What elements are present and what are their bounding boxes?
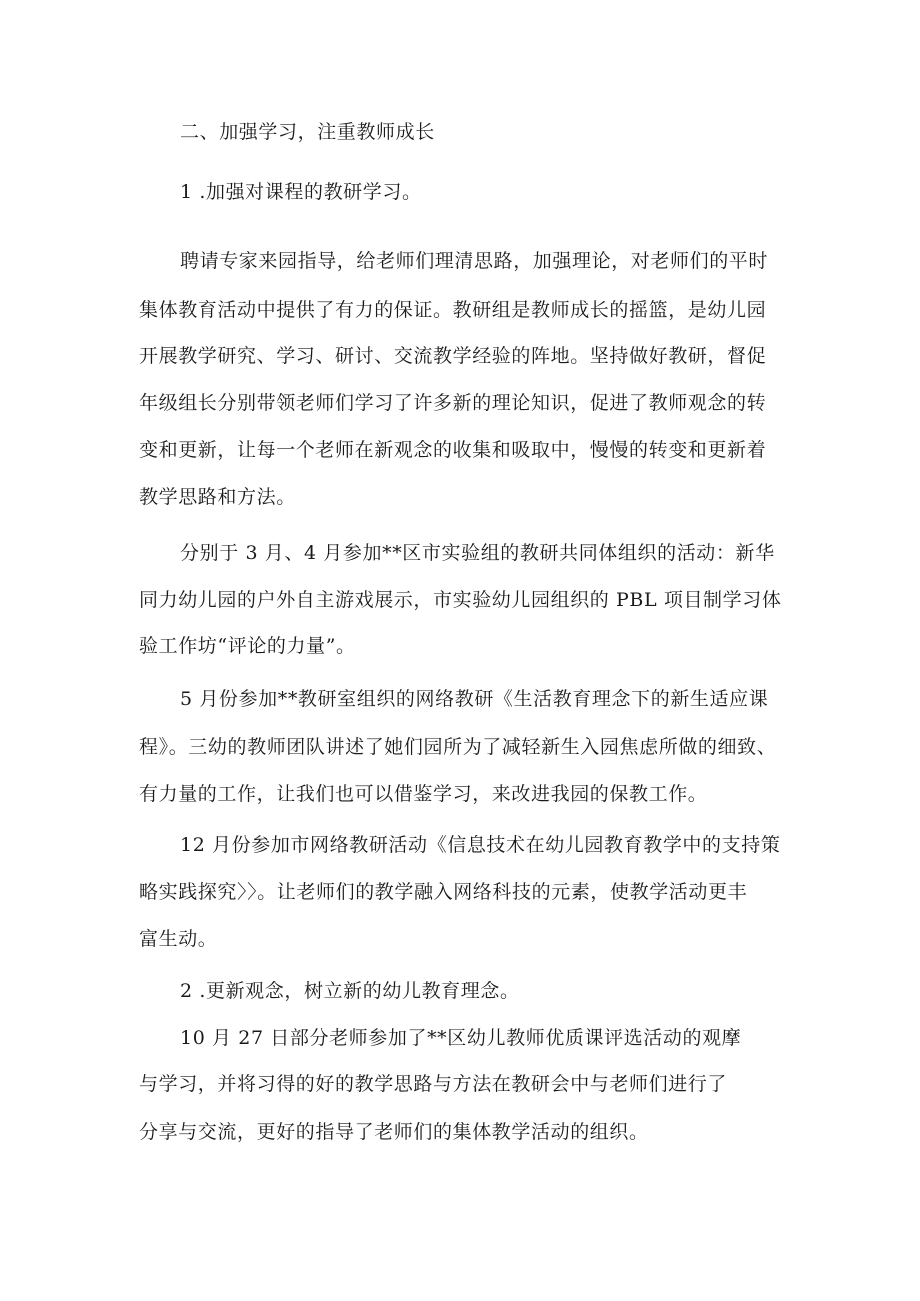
paragraph-line: 开展教学研究、学习、研讨、交流教学经验的阵地。坚持做好教研，督促 [139, 345, 767, 367]
paragraph-line: 与学习，并将习得的好的教学思路与方法在教研会中与老师们进行了 [139, 1073, 728, 1095]
paragraph-line: 12 月份参加市网络教研活动《信息技术在幼儿园教育教学中的支持策 [180, 834, 781, 856]
paragraph-line: 略实践探究〉〉。让老师们的教学融入网络科技的元素，使教学活动更丰 [139, 881, 748, 903]
paragraph-line: 验工作坊“评论的力量”。 [139, 635, 356, 657]
item2-heading: 2 .更新观念，树立新的幼儿教育理念。 [180, 980, 520, 1002]
item1-heading: 1 .加强对课程的教研学习。 [180, 181, 422, 203]
paragraph-line: 集体教育活动中提供了有力的保证。教研组是教师成长的摇篮，是幼儿园 [139, 299, 767, 321]
paragraph-line: 5 月份参加**教研室组织的网络教研《生活教育理念下的新生适应课 [180, 688, 769, 710]
paragraph-line: 教学思路和方法。 [139, 486, 296, 508]
paragraph-line: 10 月 27 日部分老师参加了**区幼儿教师优质课评选活动的观摩 [180, 1027, 742, 1049]
paragraph-line: 分别于 3 月、4 月参加**区市实验组的教研共同体组织的活动：新华 [180, 542, 775, 564]
paragraph-line: 有力量的工作，让我们也可以借鉴学习，来改进我园的保教工作。 [139, 783, 708, 805]
paragraph-line: 同力幼儿园的户外自主游戏展示，市实验幼儿园组织的 PBL 项目制学习体 [139, 589, 782, 611]
paragraph-line: 分享与交流，更好的指导了老师们的集体教学活动的组织。 [139, 1121, 649, 1143]
paragraph-line: 变和更新，让每一个老师在新观念的收集和吸取中，慢慢的转变和更新着 [139, 439, 767, 461]
paragraph-line: 程》。三幼的教师团队讲述了她们园所为了减轻新生入园焦虑所做的细致、 [139, 736, 777, 758]
paragraph-line: 富生动。 [139, 928, 218, 950]
section-heading: 二、加强学习，注重教师成长 [180, 121, 435, 143]
paragraph-line: 年级组长分别带领老师们学习了许多新的理论知识，促进了教师观念的转 [139, 392, 767, 414]
paragraph-line: 聘请专家来园指导，给老师们理清思路，加强理论，对老师们的平时 [180, 250, 769, 272]
